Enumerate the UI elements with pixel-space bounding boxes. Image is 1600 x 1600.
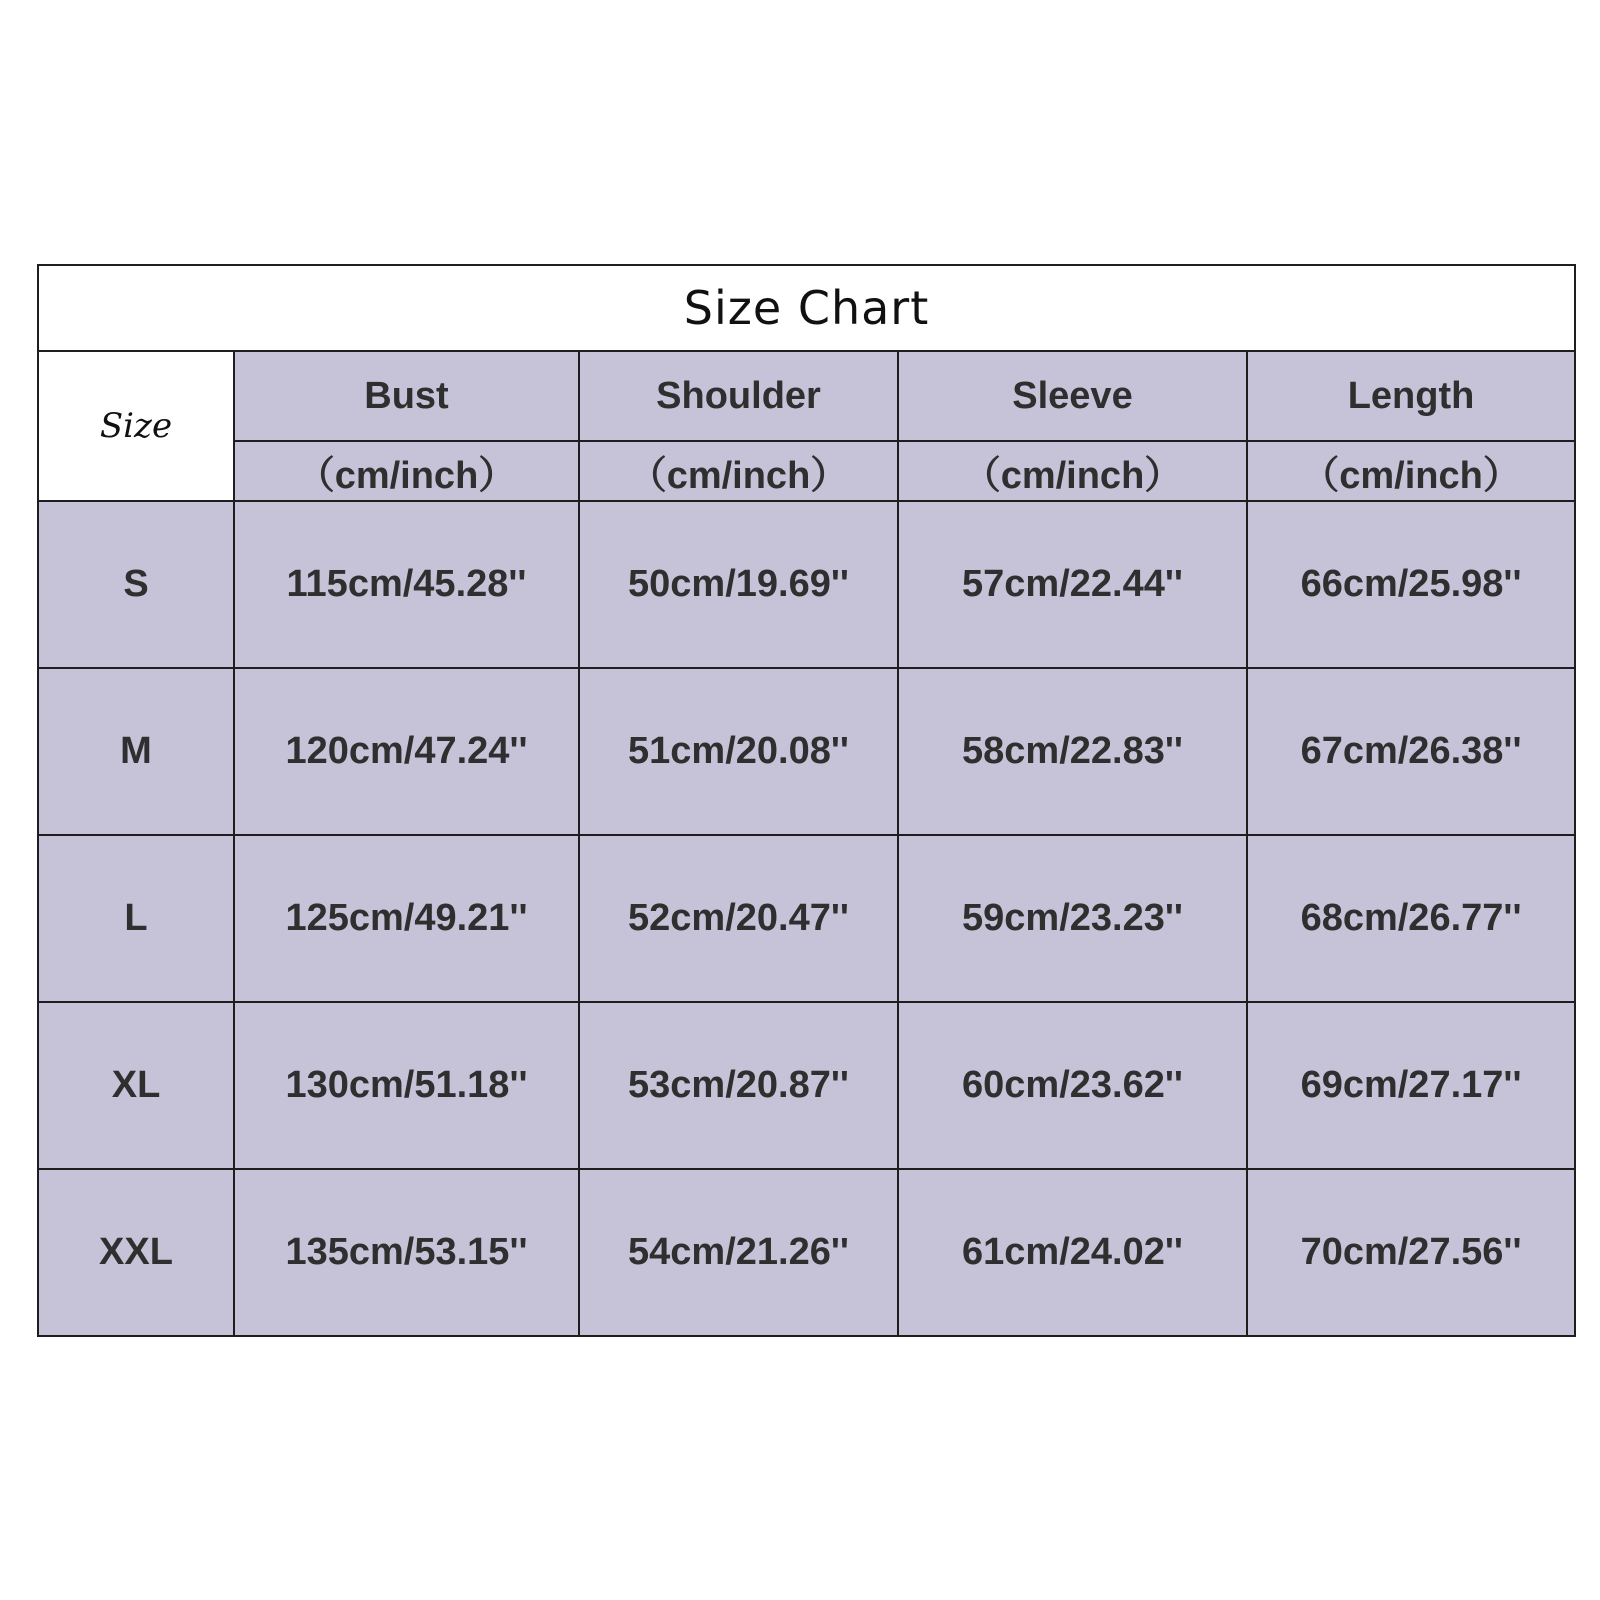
shoulder-cell: 52cm/20.47'' (579, 835, 898, 1002)
shoulder-cell: 51cm/20.08'' (579, 668, 898, 835)
shoulder-cell: 50cm/19.69'' (579, 501, 898, 668)
size-chart-table (37, 264, 1576, 1337)
sleeve-cell: 57cm/22.44'' (898, 501, 1247, 668)
column-header-sleeve: Sleeve (898, 351, 1247, 441)
length-cell: 69cm/27.17'' (1247, 1002, 1575, 1169)
length-cell: 67cm/26.38'' (1247, 668, 1575, 835)
sleeve-cell: 58cm/22.83'' (898, 668, 1247, 835)
column-header-bust: Bust (234, 351, 579, 441)
unit-header-row (38, 441, 1575, 501)
shoulder-cell: 54cm/21.26'' (579, 1169, 898, 1336)
size-column-header: Size (38, 351, 234, 501)
unit-label-bust: （cm/inch） (234, 441, 579, 501)
table-row (38, 668, 1575, 835)
sleeve-cell: 59cm/23.23'' (898, 835, 1247, 1002)
size-label: XL (38, 1002, 234, 1169)
bust-cell: 115cm/45.28'' (234, 501, 579, 668)
unit-label-shoulder: （cm/inch） (579, 441, 898, 501)
sleeve-cell: 61cm/24.02'' (898, 1169, 1247, 1336)
size-label: L (38, 835, 234, 1002)
column-header-length: Length (1247, 351, 1575, 441)
table-row (38, 835, 1575, 1002)
table-row (38, 1169, 1575, 1336)
size-label: M (38, 668, 234, 835)
chart-title: Size Chart (38, 265, 1575, 351)
sleeve-cell: 60cm/23.62'' (898, 1002, 1247, 1169)
size-label: XXL (38, 1169, 234, 1336)
unit-label-sleeve: （cm/inch） (898, 441, 1247, 501)
size-label: S (38, 501, 234, 668)
length-cell: 68cm/26.77'' (1247, 835, 1575, 1002)
bust-cell: 130cm/51.18'' (234, 1002, 579, 1169)
unit-label-length: （cm/inch） (1247, 441, 1575, 501)
table-row (38, 501, 1575, 668)
table-row (38, 1002, 1575, 1169)
length-cell: 66cm/25.98'' (1247, 501, 1575, 668)
column-header-shoulder: Shoulder (579, 351, 898, 441)
bust-cell: 125cm/49.21'' (234, 835, 579, 1002)
column-header-row (38, 351, 1575, 441)
length-cell: 70cm/27.56'' (1247, 1169, 1575, 1336)
bust-cell: 120cm/47.24'' (234, 668, 579, 835)
shoulder-cell: 53cm/20.87'' (579, 1002, 898, 1169)
bust-cell: 135cm/53.15'' (234, 1169, 579, 1336)
